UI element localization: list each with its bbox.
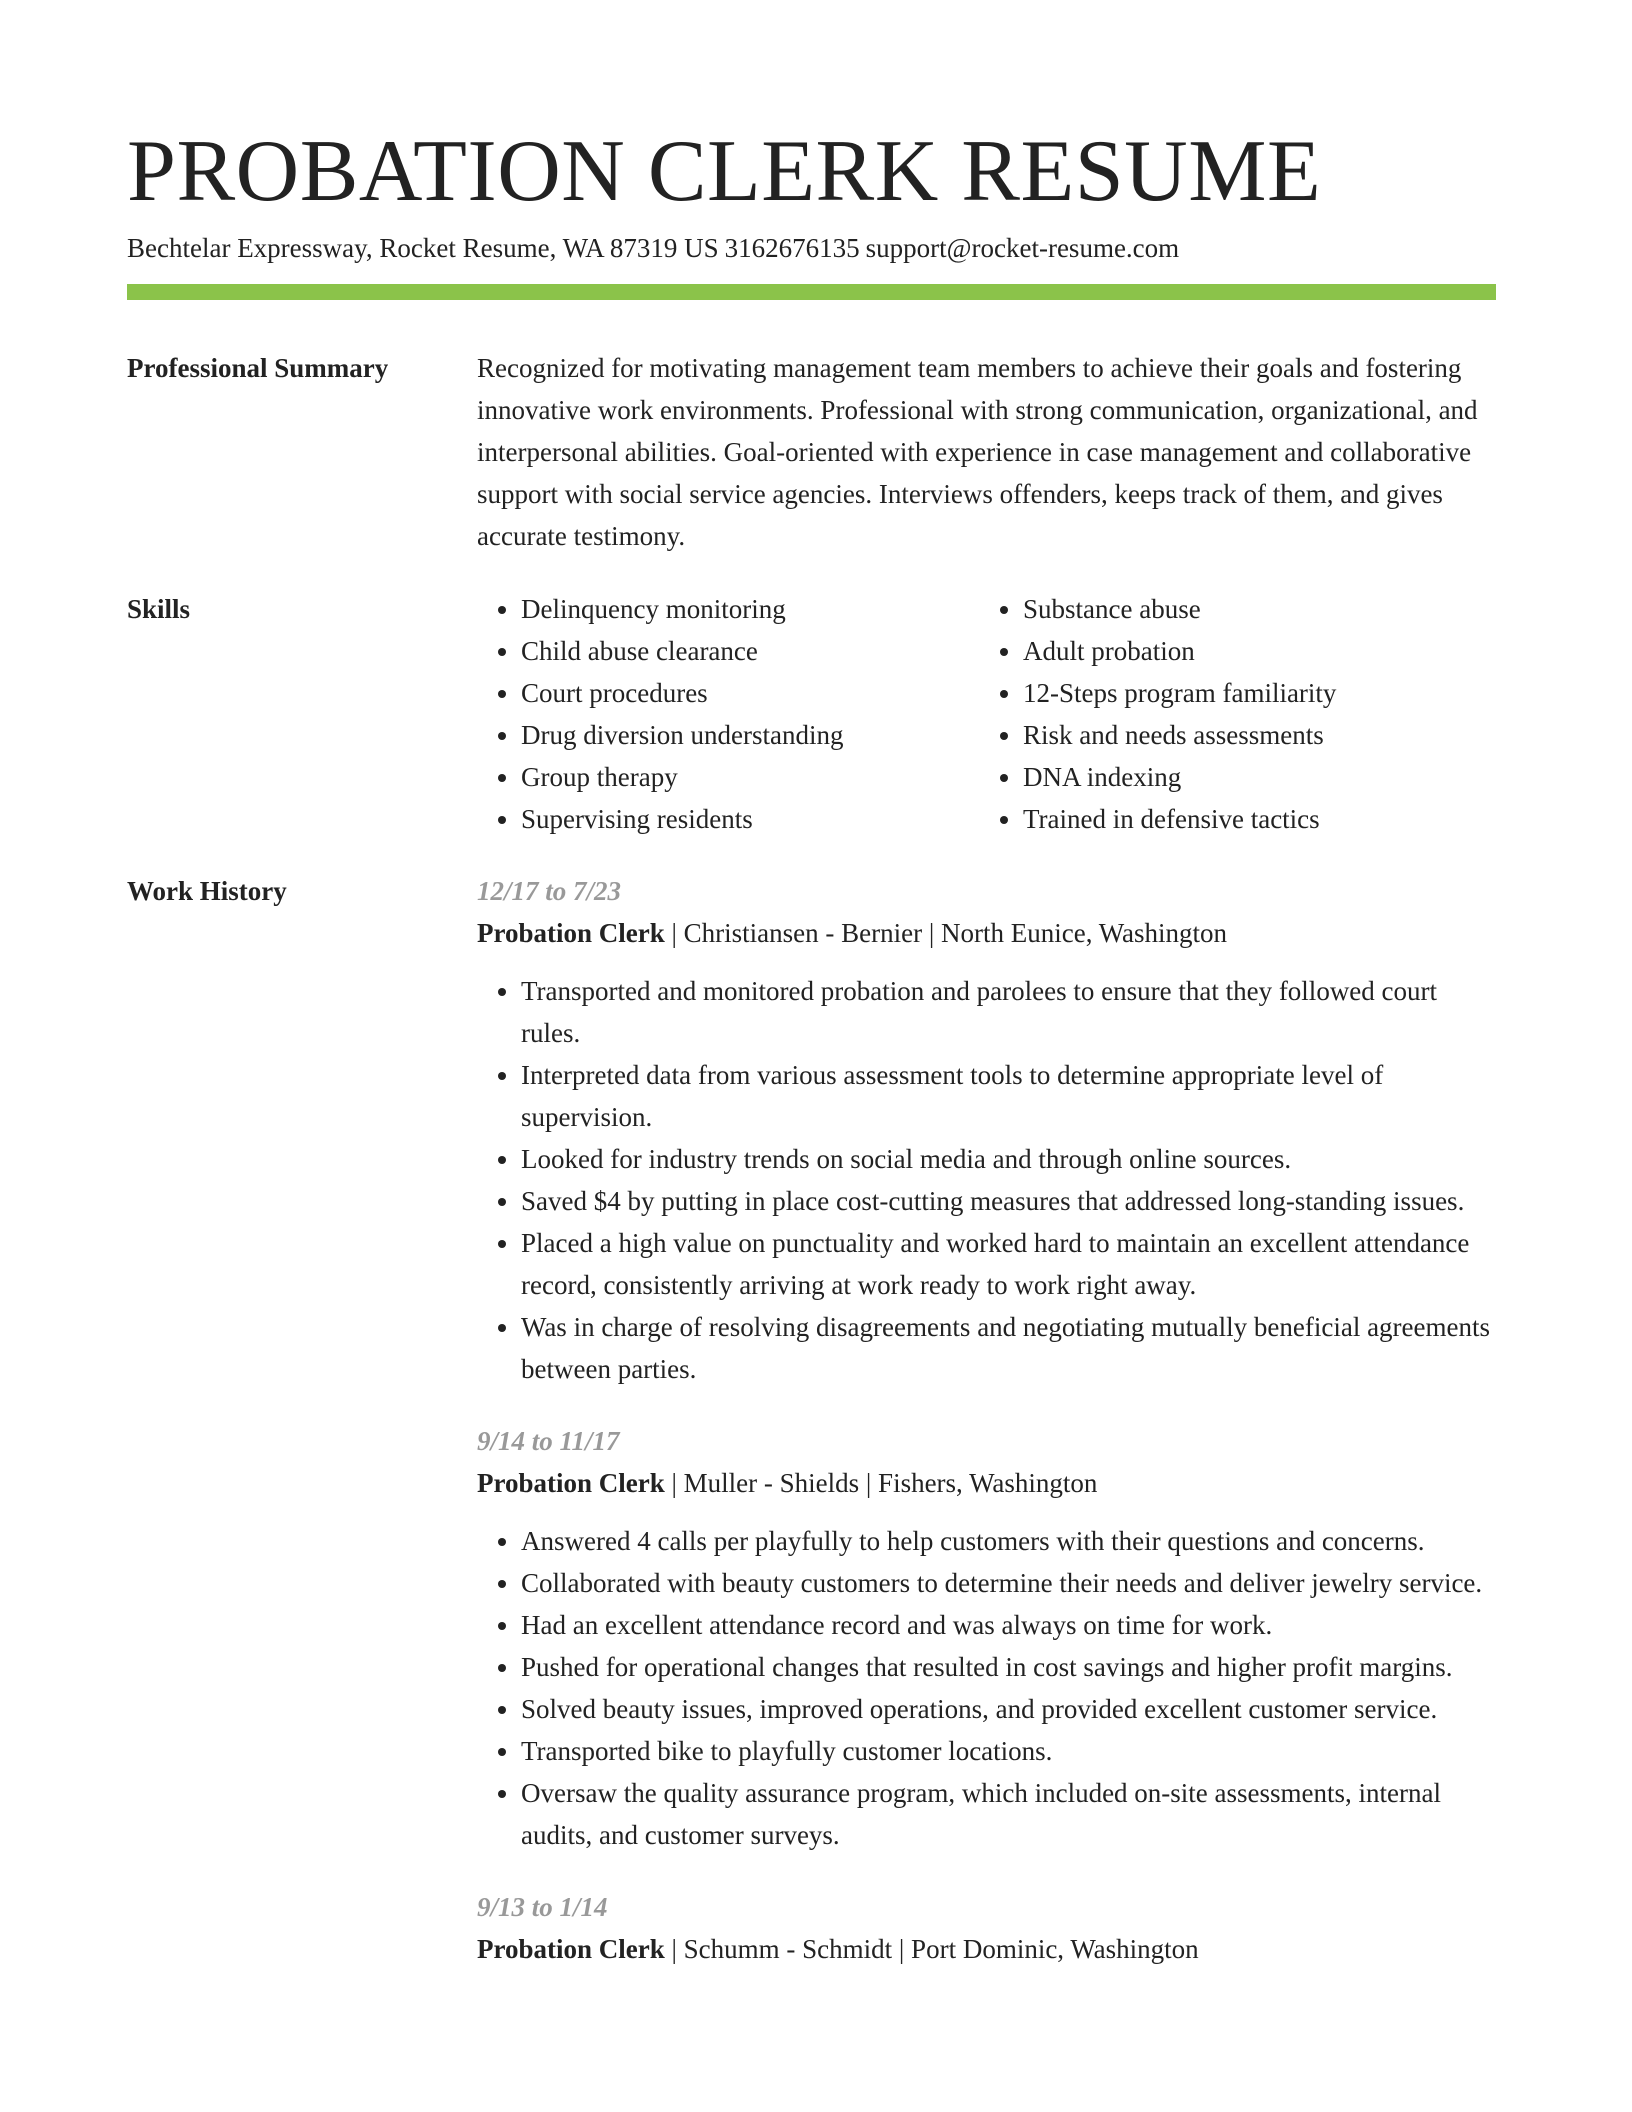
- list-item: • Interpreted data from various assessment tools to determine appropriate level of supervision.: [521, 1054, 1497, 1138]
- list-item: • Transported bike to playfully customer locations.: [521, 1730, 1497, 1772]
- job-entry: [477, 870, 1497, 1390]
- list-item: • Had an excellent attendance record and was always on time for work.: [521, 1604, 1497, 1646]
- job-dates: 9/13 to 1/14: [477, 1892, 608, 1922]
- list-item: • Substance abuse: [1023, 588, 1481, 630]
- job-bullets: [477, 970, 1497, 1390]
- list-item: • Was in charge of resolving disagreements and negotiating mutually beneficial agreements between parties.: [521, 1306, 1497, 1390]
- section-title-work: Work History: [127, 876, 287, 906]
- job-title: Probation Clerk: [477, 1468, 665, 1498]
- job-details: | Christiansen - Bernier | North Eunice, Washington: [664, 918, 1228, 948]
- job-title: Probation Clerk: [477, 1934, 665, 1964]
- list-item: • Collaborated with beauty customers to determine their needs and deliver jewelry service.: [521, 1562, 1497, 1604]
- list-item: • Looked for industry trends on social media and through online sources.: [521, 1138, 1497, 1180]
- job-details: | Muller - Shields | Fishers, Washington: [664, 1468, 1098, 1498]
- list-item: • Saved $4 by putting in place cost-cutting measures that addressed long-standing issues.: [521, 1180, 1497, 1222]
- summary-text: Recognized for motivating management team members to achieve their goals and fostering innovative work environments. Professional with strong communication, organizational, and interpersonal abilities. Goal-oriented with experience in case management and collaborative support with social service agencies. Interviews offenders, keeps track of them, and gives accurate testimony.: [477, 353, 1478, 551]
- job-entry: [477, 1420, 1497, 1856]
- list-item: • Child abuse clearance: [521, 630, 979, 672]
- phone: 3162676135: [724, 233, 860, 263]
- job-title: Probation Clerk: [477, 918, 665, 948]
- summary-body: [477, 347, 1497, 557]
- contact-line: [127, 230, 1185, 266]
- work-body: [477, 870, 1497, 2000]
- list-item: • Placed a high value on punctuality and worked hard to maintain an excellent attendance record, consistently arriving at work ready to work right away.: [521, 1222, 1497, 1306]
- address: Bechtelar Expressway, Rocket Resume, WA 87319 US: [127, 233, 719, 263]
- skills-list-left: [477, 588, 979, 840]
- email: support@rocket-resume.com: [865, 233, 1180, 263]
- job-details: | Schumm - Schmidt | Port Dominic, Washington: [664, 1934, 1199, 1964]
- list-item: • Drug diversion understanding: [521, 714, 979, 756]
- job-heading: [477, 1462, 1497, 1504]
- job-entry: [477, 1886, 1497, 1970]
- list-item: • Solved beauty issues, improved operations, and provided excellent customer service.: [521, 1688, 1497, 1730]
- job-heading: [477, 1928, 1497, 1970]
- skills-list-right: [979, 588, 1481, 840]
- header-divider: [127, 284, 1496, 300]
- list-item: • Adult probation: [1023, 630, 1481, 672]
- list-item: • DNA indexing: [1023, 756, 1481, 798]
- skills-body: [477, 588, 1497, 840]
- job-dates: 12/17 to 7/23: [477, 876, 622, 906]
- list-item: • Pushed for operational changes that resulted in cost savings and higher profit margins.: [521, 1646, 1497, 1688]
- list-item: • Trained in defensive tactics: [1023, 798, 1481, 840]
- list-item: • 12-Steps program familiarity: [1023, 672, 1481, 714]
- list-item: • Supervising residents: [521, 798, 979, 840]
- list-item: • Risk and needs assessments: [1023, 714, 1481, 756]
- job-dates: 9/14 to 11/17: [477, 1426, 620, 1456]
- list-item: • Court procedures: [521, 672, 979, 714]
- section-title-skills: Skills: [127, 594, 191, 624]
- job-bullets: [477, 1520, 1497, 1856]
- job-heading: [477, 912, 1497, 954]
- list-item: • Group therapy: [521, 756, 979, 798]
- resume-title: PROBATION CLERK RESUME: [127, 123, 1322, 220]
- list-item: • Answered 4 calls per playfully to help customers with their questions and concerns.: [521, 1520, 1497, 1562]
- list-item: • Transported and monitored probation and parolees to ensure that they followed court rules.: [521, 970, 1497, 1054]
- list-item: • Delinquency monitoring: [521, 588, 979, 630]
- list-item: • Oversaw the quality assurance program, which included on-site assessments, internal audits, and customer surveys.: [521, 1772, 1497, 1856]
- section-title-summary: Professional Summary: [127, 353, 389, 383]
